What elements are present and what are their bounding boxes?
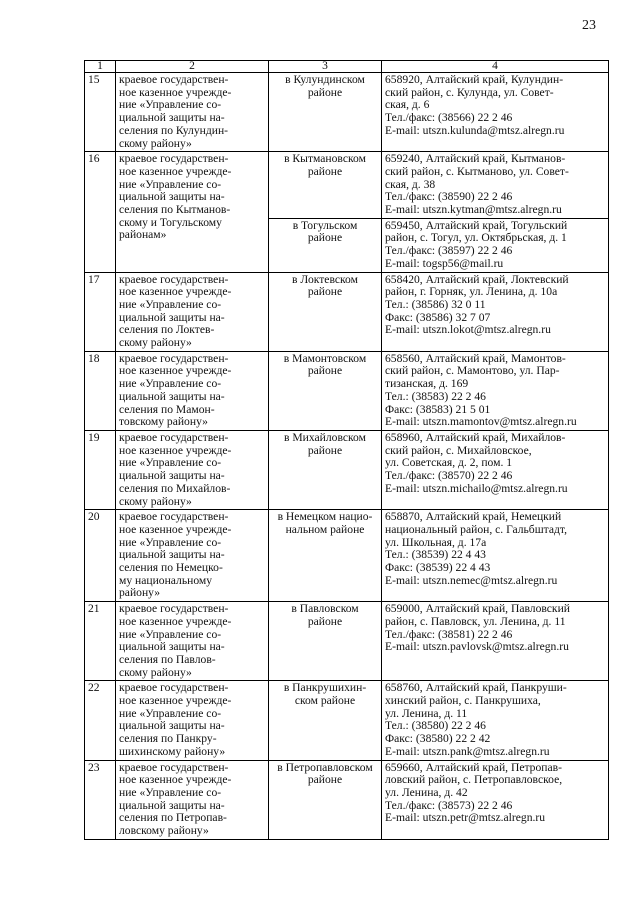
institution-name-line: краевое государствен- xyxy=(119,351,229,365)
row-number: 22 xyxy=(85,681,116,760)
institutions-table xyxy=(84,60,609,840)
institution-name-line: ние «Управление со- xyxy=(119,706,222,720)
address-line: E-mail: utszn.lokot@mtsz.alregn.ru xyxy=(385,323,551,337)
district-line: в Кулундинском xyxy=(285,73,365,86)
district-line: ском районе xyxy=(294,694,356,708)
address-line: E-mail: utszn.michailo@mtsz.alregn.ru xyxy=(385,481,568,495)
institution-name-cell xyxy=(116,351,269,430)
table-header xyxy=(85,61,609,73)
table-body xyxy=(85,73,609,840)
row-number: 17 xyxy=(85,272,116,351)
address-line: ул. Ленина, д. 11 xyxy=(385,706,468,720)
address-line: 658420, Алтайский край, Локтевский xyxy=(385,272,569,286)
institution-name-line: скому району» xyxy=(119,665,192,679)
institution-name-line: скому и Тогульскому xyxy=(119,215,222,229)
institution-name-line: ное казенное учрежде- xyxy=(119,614,232,628)
district-cell xyxy=(269,218,382,272)
institution-name-cell xyxy=(116,760,269,839)
address-contact-cell xyxy=(382,430,609,509)
address-line: Тел.: (38583) 22 2 46 xyxy=(385,389,486,403)
institution-name-line: шихинскому району» xyxy=(119,744,226,758)
institution-name-line: ние «Управление со- xyxy=(119,297,222,311)
institution-name-line: ние «Управление со- xyxy=(119,785,222,799)
address-line: E-mail: utszn.nemec@mtsz.alregn.ru xyxy=(385,573,558,587)
address-line: район, с. Павловск, ул. Ленина, д. 11 xyxy=(385,614,566,628)
institution-name-line: ние «Управление со- xyxy=(119,535,222,549)
district-line: в Локтевском xyxy=(292,272,358,286)
institution-name-line: краевое государствен- xyxy=(119,760,229,774)
institution-name-line: ное казенное учрежде- xyxy=(119,522,232,536)
address-line: E-mail: togsp56@mail.ru xyxy=(385,256,504,270)
address-line: E-mail: utszn.kytman@mtsz.alregn.ru xyxy=(385,203,562,217)
address-line: 659000, Алтайский край, Павловский xyxy=(385,602,570,616)
address-line: ловский район, с. Петропавловское, xyxy=(385,773,563,787)
address-line: хинский район, с. Панкрушиха, xyxy=(385,694,541,708)
institution-name-line: селения по Локтев- xyxy=(119,323,215,337)
address-line: ул. Ленина, д. 42 xyxy=(385,785,468,799)
institution-name-line: ловскому району» xyxy=(119,824,209,838)
district-line: в Михайловском xyxy=(284,430,366,444)
column-header: 1 xyxy=(85,61,116,73)
institution-name-line: скому району» xyxy=(119,336,192,350)
address-line: национальный район, с. Гальбштадт, xyxy=(385,522,567,536)
address-line: Факс: (38583) 21 5 01 xyxy=(385,402,491,416)
institution-name-line: ние «Управление со- xyxy=(119,177,222,191)
district-line: в Кытмановском xyxy=(284,152,366,166)
row-number: 18 xyxy=(85,351,116,430)
district-line: районе xyxy=(307,164,343,178)
district-cell xyxy=(269,351,382,430)
row-number: 23 xyxy=(85,760,116,839)
district-cell xyxy=(269,681,382,760)
institution-name-line: товскому району» xyxy=(119,415,208,429)
institution-name-line: районам» xyxy=(119,228,167,242)
district-line: в Павловском xyxy=(291,602,359,616)
institution-name-line: краевое государствен- xyxy=(119,681,229,695)
institution-name-line: циальной защиты на- xyxy=(119,389,225,403)
table-row xyxy=(85,602,609,681)
district-cell xyxy=(269,510,382,602)
institution-name-line: циальной защиты на- xyxy=(119,469,225,483)
district-line: районе xyxy=(307,231,343,245)
address-line: 658960, Алтайский край, Михайлов- xyxy=(385,430,566,444)
address-line: Тел./факс: (38590) 22 2 46 xyxy=(385,190,513,204)
district-cell xyxy=(269,760,382,839)
institution-name-line: селения по Кулундин- xyxy=(119,123,229,137)
institution-name-line: ное казенное учрежде- xyxy=(119,85,232,99)
institution-name-line: селения по Михайлов- xyxy=(119,481,231,495)
address-contact-cell xyxy=(382,602,609,681)
address-line: Факс: (38580) 22 2 42 xyxy=(385,732,491,746)
table-row xyxy=(85,510,609,602)
address-line: E-mail: utszn.kulunda@mtsz.alregn.ru xyxy=(385,123,565,137)
table-row xyxy=(85,152,609,219)
table-row xyxy=(85,681,609,760)
institution-name-cell xyxy=(116,681,269,760)
institution-name-line: ное казенное учрежде- xyxy=(119,694,232,708)
column-number-row xyxy=(85,61,609,73)
institution-name-line: циальной защиты на- xyxy=(119,310,225,324)
column-header: 4 xyxy=(382,61,609,73)
address-contact-cell xyxy=(382,218,609,272)
address-line: 658560, Алтайский край, Мамонтов- xyxy=(385,351,566,365)
district-line: районе xyxy=(307,85,343,99)
district-cell xyxy=(269,73,382,152)
institution-name-line: циальной защиты на- xyxy=(119,111,225,125)
address-line: E-mail: utszn.petr@mtsz.alregn.ru xyxy=(385,811,546,825)
row-number: 20 xyxy=(85,510,116,602)
institution-name-line: селения по Петропав- xyxy=(119,811,227,825)
address-line: Тел./факс: (38597) 22 2 46 xyxy=(385,244,513,258)
row-number: 19 xyxy=(85,430,116,509)
institution-name-line: селения по Мамон- xyxy=(119,402,215,416)
institution-name-line: селения по Немецко- xyxy=(119,561,223,575)
institution-name-cell xyxy=(116,152,269,272)
institution-name-cell xyxy=(116,510,269,602)
institution-name-line: циальной защиты на- xyxy=(119,548,225,562)
address-line: ский район, с. Кулунда, ул. Совет- xyxy=(385,85,554,99)
address-line: ский район, с. Мамонтово, ул. Пар- xyxy=(385,364,560,378)
institution-name-line: краевое государствен- xyxy=(119,510,229,524)
institution-name-line: краевое государствен- xyxy=(119,73,229,86)
district-cell xyxy=(269,602,382,681)
district-line: в Петропавловском xyxy=(277,760,373,774)
institution-name-line: циальной защиты на- xyxy=(119,719,225,733)
address-contact-cell xyxy=(382,152,609,219)
address-line: 659660, Алтайский край, Петропав- xyxy=(385,760,562,774)
address-contact-cell xyxy=(382,510,609,602)
institution-name-line: краевое государствен- xyxy=(119,602,229,616)
address-line: ский район, с. Кытманово, ул. Совет- xyxy=(385,164,569,178)
address-line: Факс: (38539) 22 4 43 xyxy=(385,561,491,575)
institution-name-line: ное казенное учрежде- xyxy=(119,443,232,457)
address-line: 658870, Алтайский край, Немецкий xyxy=(385,510,562,524)
district-line: нальном районе xyxy=(285,522,365,536)
district-line: в Тогульском xyxy=(292,218,358,232)
institution-name-line: циальной защиты на- xyxy=(119,798,225,812)
institution-name-line: краевое государствен- xyxy=(119,272,229,286)
institution-name-line: ное казенное учрежде- xyxy=(119,164,232,178)
address-line: ул. Советская, д. 2, пом. 1 xyxy=(385,456,513,470)
institution-name-line: му национальному xyxy=(119,573,213,587)
district-line: в Немецком нацио- xyxy=(277,510,373,524)
table-row xyxy=(85,760,609,839)
address-line: Тел./факс: (38566) 22 2 46 xyxy=(385,111,513,125)
district-cell xyxy=(269,272,382,351)
address-line: 658920, Алтайский край, Кулундин- xyxy=(385,73,564,86)
address-contact-cell xyxy=(382,272,609,351)
address-line: Тел.: (38586) 32 0 11 xyxy=(385,297,486,311)
institution-name-cell xyxy=(116,73,269,152)
district-line: в Панкрушихин- xyxy=(283,681,367,695)
address-line: Тел.: (38580) 22 2 46 xyxy=(385,719,486,733)
address-line: Тел./факс: (38570) 22 2 46 xyxy=(385,469,513,483)
district-line: районе xyxy=(307,614,343,628)
institution-name-line: ние «Управление со- xyxy=(119,456,222,470)
address-line: 659240, Алтайский край, Кытманов- xyxy=(385,152,566,166)
institution-name-line: ние «Управление со- xyxy=(119,98,222,112)
table-row xyxy=(85,272,609,351)
address-line: E-mail: utszn.pavlovsk@mtsz.alregn.ru xyxy=(385,640,569,654)
table-row xyxy=(85,430,609,509)
row-number: 21 xyxy=(85,602,116,681)
district-line: районе xyxy=(307,364,343,378)
table-row xyxy=(85,351,609,430)
address-line: район, с. Тогул, ул. Октябрьская, д. 1 xyxy=(385,231,567,245)
address-line: ский район, с. Михайловское, xyxy=(385,443,532,457)
address-line: Факс: (38586) 32 7 07 xyxy=(385,310,491,324)
institution-name-line: району» xyxy=(119,586,161,600)
address-line: ская, д. 38 xyxy=(385,177,436,191)
institution-name-line: скому району» xyxy=(119,494,192,508)
institution-name-line: ное казенное учрежде- xyxy=(119,773,232,787)
institution-name-line: краевое государствен- xyxy=(119,152,229,166)
address-line: E-mail: utszn.mamontov@mtsz.alregn.ru xyxy=(385,415,577,429)
address-line: ул. Школьная, д. 17а xyxy=(385,535,487,549)
address-line: район, г. Горняк, ул. Ленина, д. 10а xyxy=(385,285,558,299)
column-header: 3 xyxy=(269,61,382,73)
institution-name-line: циальной защиты на- xyxy=(119,190,225,204)
address-line: E-mail: utszn.pank@mtsz.alregn.ru xyxy=(385,744,550,758)
row-number: 15 xyxy=(85,73,116,152)
district-line: районе xyxy=(307,773,343,787)
district-cell xyxy=(269,430,382,509)
district-line: районе xyxy=(307,285,343,299)
address-line: 658760, Алтайский край, Панкруши- xyxy=(385,681,567,695)
address-contact-cell xyxy=(382,681,609,760)
institution-name-cell xyxy=(116,602,269,681)
institution-name-line: ное казенное учрежде- xyxy=(119,364,232,378)
page-number: 23 xyxy=(582,18,596,33)
institution-name-line: селения по Кытманов- xyxy=(119,203,231,217)
institution-name-line: ное казенное учрежде- xyxy=(119,285,232,299)
address-line: 659450, Алтайский край, Тогульский xyxy=(385,218,568,232)
row-number: 16 xyxy=(85,152,116,272)
address-line: Тел.: (38539) 22 4 43 xyxy=(385,548,486,562)
institution-name-line: селения по Панкру- xyxy=(119,732,217,746)
institution-name-cell xyxy=(116,272,269,351)
address-line: Тел./факс: (38581) 22 2 46 xyxy=(385,627,513,641)
district-cell xyxy=(269,152,382,219)
table-row xyxy=(85,73,609,152)
address-contact-cell xyxy=(382,351,609,430)
address-line: Тел./факс: (38573) 22 2 46 xyxy=(385,798,513,812)
institution-name-line: ние «Управление со- xyxy=(119,377,222,391)
institution-name-line: циальной защиты на- xyxy=(119,640,225,654)
district-line: районе xyxy=(307,443,343,457)
institution-name-line: селения по Павлов- xyxy=(119,652,216,666)
institution-name-cell xyxy=(116,430,269,509)
institution-name-line: скому району» xyxy=(119,136,192,150)
district-line: в Мамонтовском xyxy=(283,351,367,365)
column-header: 2 xyxy=(116,61,269,73)
institution-name-line: краевое государствен- xyxy=(119,430,229,444)
address-contact-cell xyxy=(382,73,609,152)
address-contact-cell xyxy=(382,760,609,839)
address-line: ская, д. 6 xyxy=(385,98,430,112)
address-line: тизанская, д. 169 xyxy=(385,377,469,391)
institution-name-line: ние «Управление со- xyxy=(119,627,222,641)
